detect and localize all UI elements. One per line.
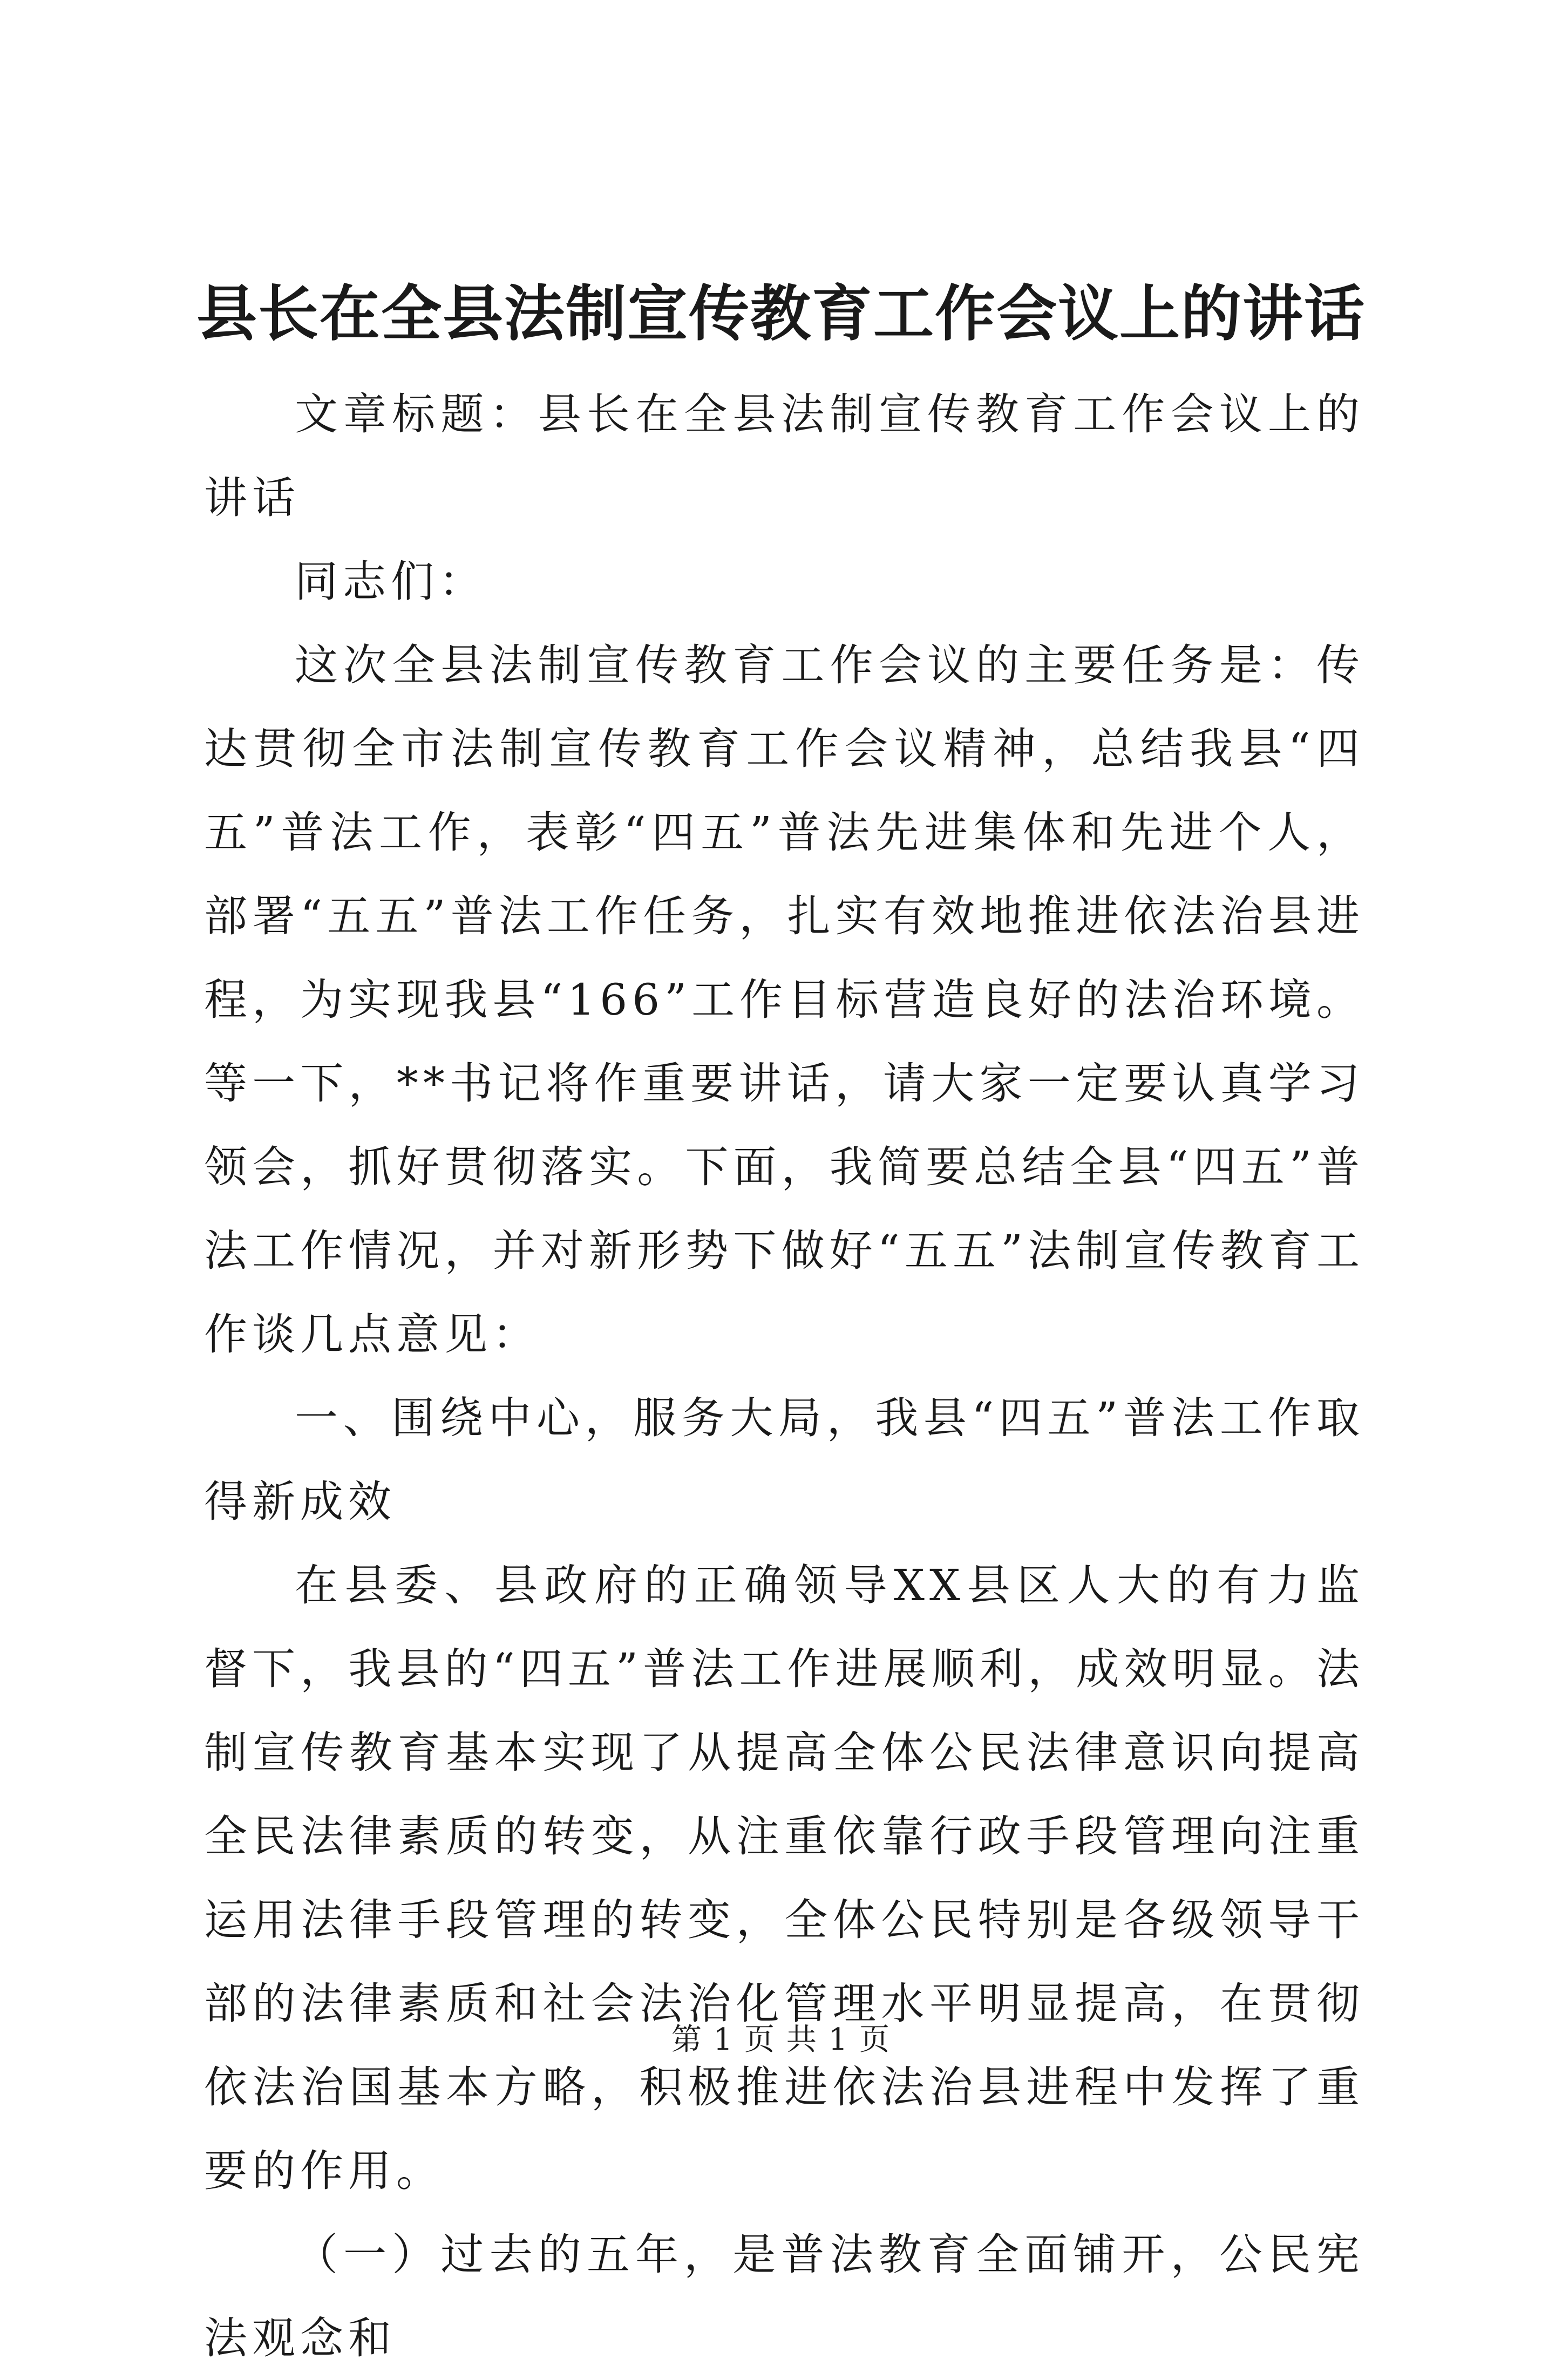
document-body — [204, 372, 1364, 2380]
page-footer: 第 1 页 共 1 页 — [671, 2022, 891, 2057]
section-heading: 一、围绕中心，服务大局，我县“四五”普法工作取得新成效 — [204, 1393, 1364, 1527]
subsection-heading: （一）过去的五年，是普法教育全面铺开，公民宪法观念和 — [204, 2229, 1364, 2363]
body-paragraph: 这次全县法制宣传教育工作会议的主要任务是：传达贯彻全市法制宣传教育工作会议精神，总结我县“四五”普法工作，表彰“四五”普法先进集体和先进个人，部署“五五”普法工作任务，扎实有效地推进依法治县进程，为实现我县“166”工作目标营造良好的法治环境。等一下，**书记将作重要讲话，请大家一定要认真学习领会，抓好贯彻落实。下面，我简要总结全县“四五”普法工作情况，并对新形势下做好“五五”法制宣传教育工作谈几点意见： — [204, 640, 1364, 1359]
document-title: 县长在全县法制宣传教育工作会议上的讲话 — [196, 278, 1366, 349]
salutation: 同志们： — [295, 556, 487, 607]
body-paragraph: 在县委、县政府的正确领导XX县区人大的有力监督下，我县的“四五”普法工作进展顺利，成效明显。法制宣传教育基本实现了从提高全体公民法律意识向提高全民法律素质的转变，从注重依靠行政手段管理向注重运用法律手段管理的转变，全体公民特别是各级领导干部的法律素质和社会法治化管理水平明显提高，在贯彻依法治国基本方略，积极推进依法治县进程中发挥了重要的作用。 — [204, 1560, 1364, 2196]
article-title-line: 文章标题：县长在全县法制宣传教育工作会议上的讲话 — [204, 389, 1364, 523]
